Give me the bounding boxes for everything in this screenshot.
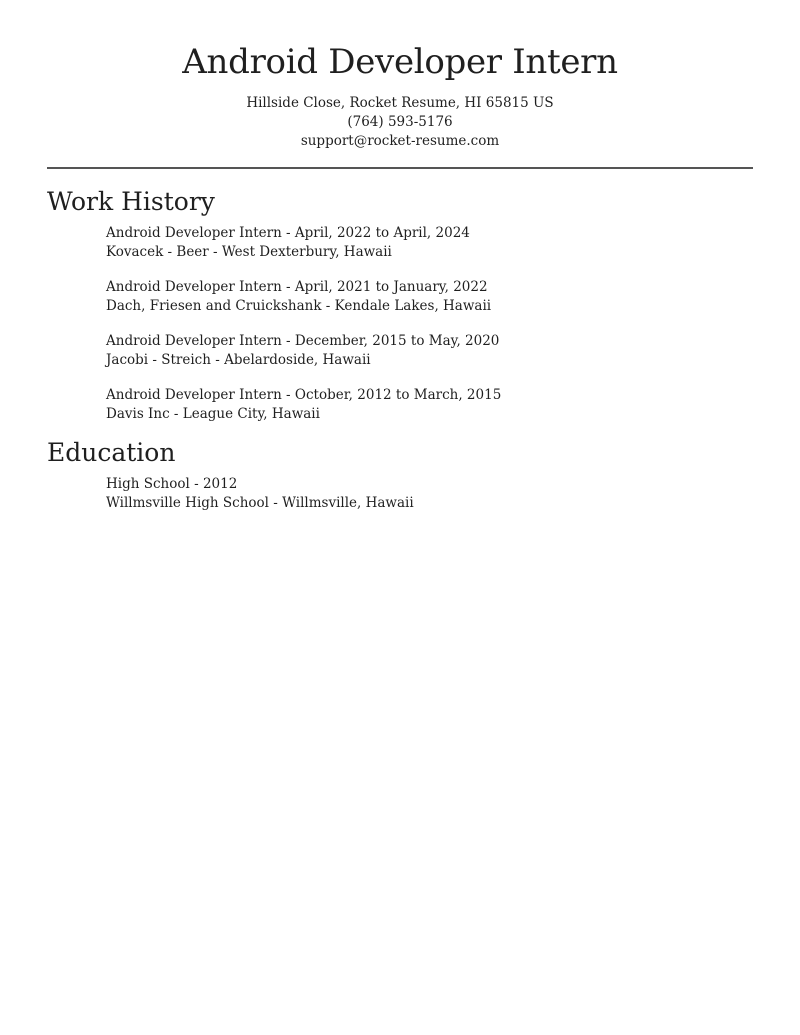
phone: (764) 593-5176 [347, 114, 453, 130]
employer-location: Dach, Friesen and Cruickshank - Kendale Lakes, Hawaii [106, 298, 492, 314]
section-title-education: Education [47, 438, 176, 467]
employer-location: Kovacek - Beer - West Dexterbury, Hawaii [106, 244, 392, 260]
page-title: Android Developer Intern [182, 42, 618, 82]
work-history-list [47, 224, 753, 424]
resume-header [0, 0, 800, 151]
education-entry [106, 475, 753, 513]
section-title-work-history: Work History [47, 187, 215, 216]
work-entry [106, 332, 753, 370]
job-title-dates: Android Developer Intern - October, 2012 to March, 2015 [106, 387, 502, 403]
header-divider [47, 167, 753, 169]
work-entry [106, 224, 753, 262]
education-list [47, 475, 753, 513]
work-history-section [47, 186, 753, 424]
school-location: Willmsville High School - Willmsville, Hawaii [106, 495, 414, 511]
employer-location: Jacobi - Streich - Abelardoside, Hawaii [106, 352, 371, 368]
work-entry [106, 278, 753, 316]
employer-location: Davis Inc - League City, Hawaii [106, 406, 320, 422]
address: Hillside Close, Rocket Resume, HI 65815 US [246, 95, 554, 111]
degree-year: High School - 2012 [106, 476, 238, 492]
work-entry [106, 386, 753, 424]
job-title-dates: Android Developer Intern - December, 2015 to May, 2020 [106, 333, 500, 349]
job-title-dates: Android Developer Intern - April, 2022 to April, 2024 [106, 225, 470, 241]
email: support@rocket-resume.com [300, 133, 500, 149]
education-section [47, 437, 753, 513]
contact-info [0, 94, 800, 151]
job-title-dates: Android Developer Intern - April, 2021 to January, 2022 [106, 279, 488, 295]
